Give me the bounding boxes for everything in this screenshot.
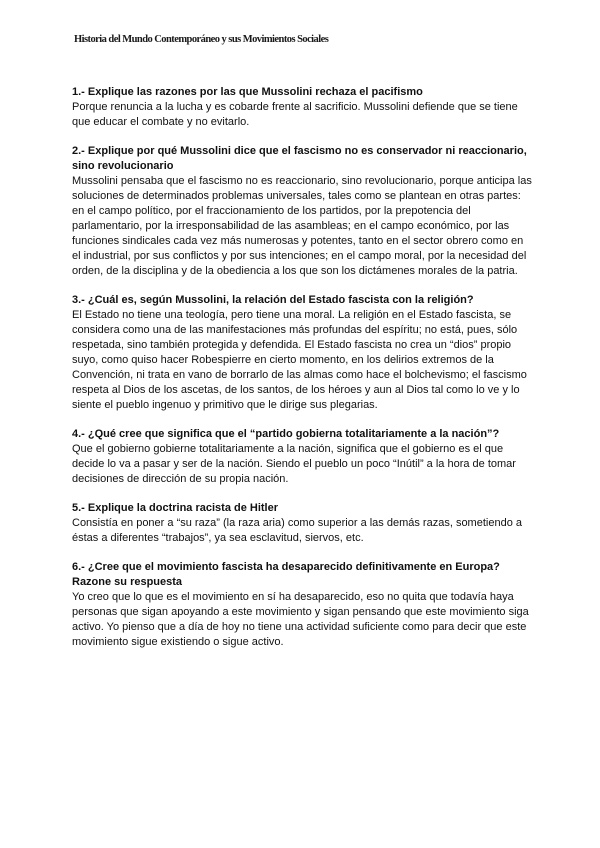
- qa-block-5: [72, 501, 534, 546]
- question-2: 2.- Explique por qué Mussolini dice que el fascismo no es conservador ni reaccionario, sino revolucionario: [72, 145, 527, 172]
- question-3: 3.- ¿Cuál es, según Mussolini, la relación del Estado fascista con la religión?: [72, 294, 474, 306]
- question-6: 6.- ¿Cree que el movimiento fascista ha desaparecido definitivamente en Europa? Razone su respuesta: [72, 561, 500, 588]
- qa-block-4: [72, 427, 534, 487]
- qa-block-3: [72, 293, 534, 413]
- qa-block-6: [72, 560, 534, 650]
- qa-block-1: [72, 85, 534, 130]
- question-5: 5.- Explique la doctrina racista de Hitler: [72, 502, 279, 514]
- question-4: 4.- ¿Qué cree que significa que el “partido gobierna totalitariamente a la nación”?: [72, 428, 500, 440]
- answer-5: Consistía en poner a “su raza” (la raza aria) como superior a las demás razas, sometiendo a éstas a diferentes “trabajos”, ya sea esclavitud, siervos, etc.: [72, 517, 522, 544]
- document-body: [72, 85, 534, 664]
- answer-4: Que el gobierno gobierne totalitariamente a la nación, significa que el gobierno es el que decide lo va a pasar y ser de la nación. Siendo el pueblo un poco “Inútil” a la hora de tomar decisiones de dirección de su propia nación.: [72, 443, 516, 485]
- qa-block-2: [72, 144, 534, 279]
- running-header: Historia del Mundo Contemporáneo y sus Movimientos Sociales: [74, 34, 329, 45]
- answer-6: Yo creo que lo que es el movimiento en sí ha desaparecido, eso no quita que todavía haya personas que sigan apoyando a este movimiento y sigan pensando que este movimiento siga activo. Yo pienso que a día de hoy no tiene una actividad suficiente como para decir que este movimiento sigue existiendo o sigue activo.: [72, 591, 529, 648]
- question-1: 1.- Explique las razones por las que Mussolini rechaza el pacifismo: [72, 86, 423, 98]
- answer-1: Porque renuncia a la lucha y es cobarde frente al sacrificio. Mussolini defiende que se tiene que educar el combate y no evitarlo.: [72, 101, 518, 128]
- answer-3: El Estado no tiene una teología, pero tiene una moral. La religión en el Estado fascista, se considera como una de las manifestaciones más profundas del espíritu; no está, pues, sólo respetada, sino también protegida y defendida. El Estado fascista no crea un “dios” propio suyo, como quiso hacer Robespierre en cierto momento, en los delirios extremos de la Convención, ni trata en vano de borrarlo de las almas como hace el bolchevismo; el fascismo respeta al Dios de los ascetas, de los santos, de los héroes y aun al Dios tal como lo ve y lo siente el pueblo ingenuo y primitivo que le dirige sus plegarias.: [72, 309, 527, 411]
- answer-2: Mussolini pensaba que el fascismo no es reaccionario, sino revolucionario, porque anticipa las soluciones de determinados problemas universales, tales como se plantean en otras partes: en el campo político, por el fraccionamiento de los partidos, por la prepotencia del parlamentario, por la irresponsabilidad de las asambleas; en el campo económico, por las funciones sindicales cada vez más numerosas y potentes, tanto en el sector obrero como en el industrial, por sus conflictos y por sus intenciones; en el campo moral, por la necesidad del orden, de la disciplina y de la obediencia a los que son los dictámenes morales de la patria.: [72, 175, 532, 277]
